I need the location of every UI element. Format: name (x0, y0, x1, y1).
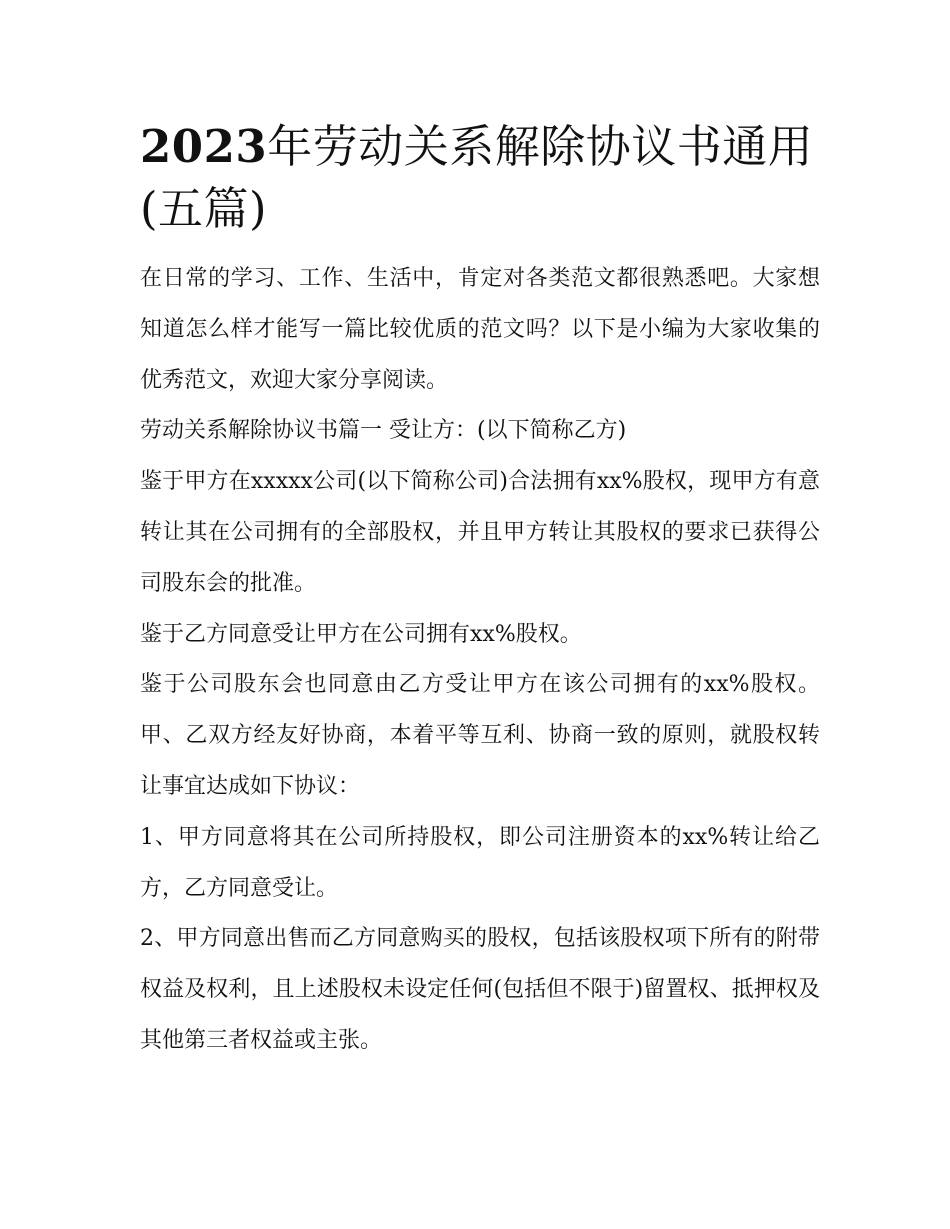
paragraph-whereas-1: 鉴于甲方在xxxxx公司(以下简称公司)合法拥有xx%股权，现甲方有意转让其在公司拥有的全部股权，并且甲方转让其股权的要求已获得公司股东会的批准。 (140, 469, 820, 596)
title-year: 2023 (140, 120, 268, 173)
title-text: 年劳动关系解除协议书通用(五篇) (140, 120, 814, 235)
paragraph-section-heading: 劳动关系解除协议书篇一 受让方：(以下简称乙方) (140, 418, 627, 444)
paragraph-clause-1: 1、甲方同意将其在公司所持股权，即公司注册资本的xx%转让给乙方，乙方同意受让。 (140, 824, 820, 901)
paragraph-clause-2: 2、甲方同意出售而乙方同意购买的股权，包括该股权项下所有的附带权益及权利，且上述股权未设定任何(包括但不限于)留置权、抵押权及其他第三者权益或主张。 (140, 926, 820, 1053)
paragraph-intro: 在日常的学习、工作、生活中，肯定对各类范文都很熟悉吧。大家想知道怎么样才能写一篇比较优质的范文吗？以下是小编为大家收集的优秀范文，欢迎大家分享阅读。 (140, 266, 820, 393)
document-content (140, 116, 820, 1067)
paragraph-whereas-2: 鉴于乙方同意受让甲方在公司拥有xx%股权。 (140, 621, 582, 647)
document-title (140, 116, 820, 240)
paragraph-whereas-3: 鉴于公司股东会也同意由乙方受让甲方在该公司拥有的xx%股权。甲、乙双方经友好协商，本着平等互利、协商一致的原则，就股权转让事宜达成如下协议： (140, 672, 820, 799)
